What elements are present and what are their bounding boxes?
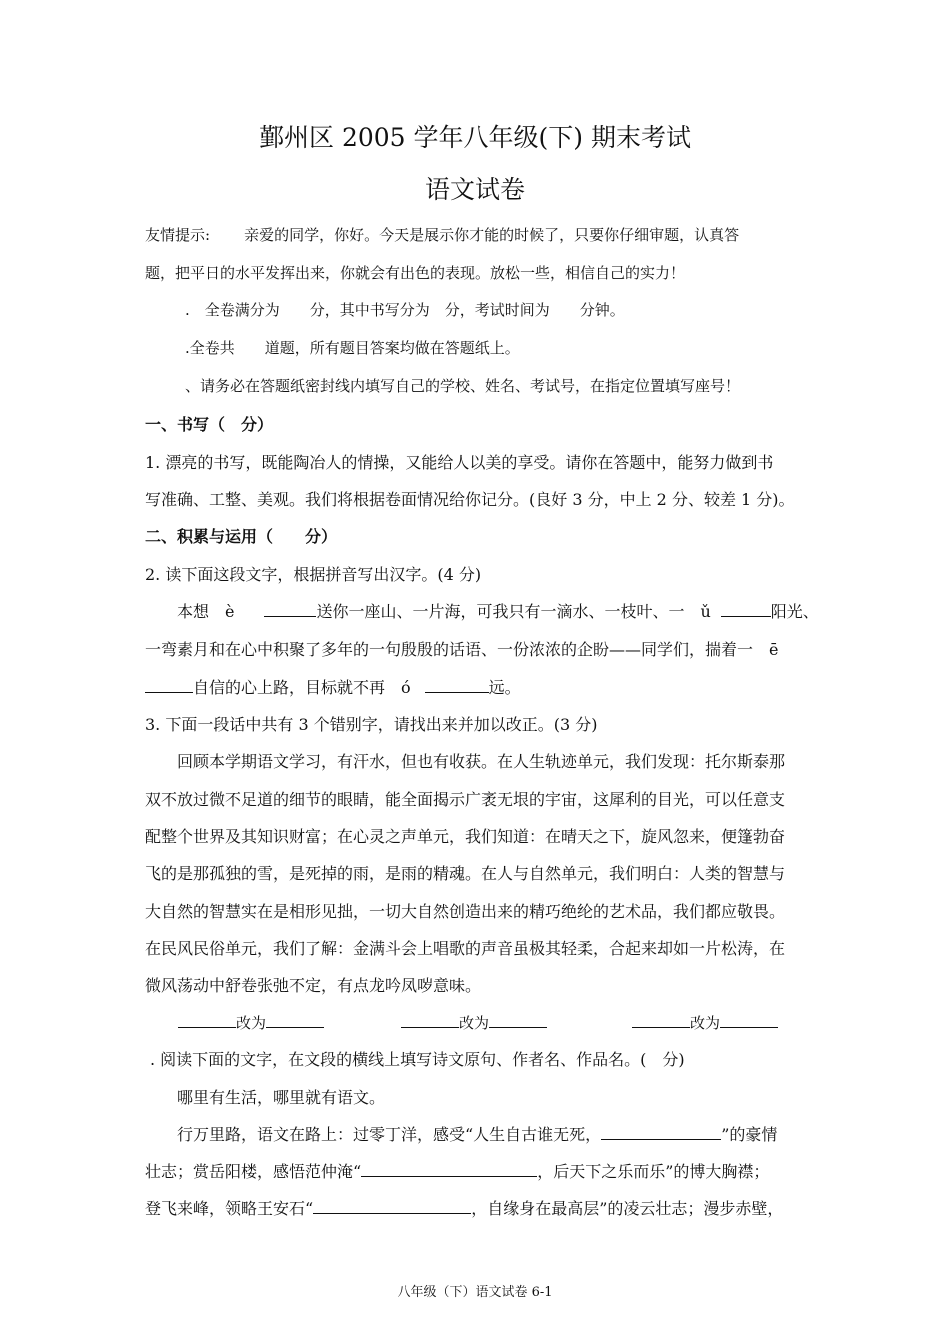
q3-passage-line: 微风荡动中舒卷张弛不定，有点龙吟凤哕意味。 <box>145 976 482 995</box>
answer-blank[interactable] <box>601 1123 721 1140</box>
q2-passage-line-2: 一弯素月和在心中积聚了多年的一句殷殷的话语、一份浓浓的企盼——同学们，揣着一 ē <box>145 640 779 659</box>
wrong-char-blank[interactable] <box>401 1011 459 1028</box>
answer-blank[interactable] <box>145 676 193 693</box>
answer-blank[interactable] <box>361 1160 537 1177</box>
q4-text-b: ”的豪情 <box>721 1125 778 1144</box>
correction-label: 改为 <box>236 1014 267 1032</box>
answer-blank[interactable] <box>264 600 316 617</box>
right-char-blank[interactable] <box>489 1011 547 1028</box>
q1-line-1: 1. 漂亮的书写，既能陶冶人的情操，又能给人以美的享受。请你在答题中，能努力做到书 <box>145 453 774 472</box>
tips-label: 友情提示: <box>145 226 211 244</box>
q2-text-c: 阳光、 <box>770 602 819 621</box>
tips-line-2: 题，把平日的水平发挥出来，你就会有出色的表现。放松一些，相信自己的实力！ <box>145 264 686 282</box>
tips-line-1 <box>145 224 810 245</box>
page-footer: 八年级（下）语文试卷 6-1 <box>397 1285 553 1300</box>
q2-passage-line-1 <box>145 599 819 622</box>
correction-label: 改为 <box>690 1014 721 1032</box>
q4-line-2 <box>145 1159 810 1182</box>
q3-passage-line: 大自然的智慧实在是相形见拙，一切大自然创造出来的精巧绝纶的艺术品，我们都应敬畏。 <box>145 902 786 921</box>
tips-text-1: 亲爱的同学，你好。今天是展示你才能的时候了，只要你仔细审题，认真答 <box>244 226 740 244</box>
q2-text-b: 送你一座山、一片海，可我只有一滴水、一枝叶、一 ǔ <box>316 602 711 621</box>
q4-prompt: . 阅读下面的文字，在文段的横线上填写诗文原句、作者名、作品名。( 分) <box>150 1050 685 1069</box>
q2-text-d: 自信的心上路，目标就不再 ó <box>193 678 411 697</box>
q2-prompt: 2. 读下面这段文字，根据拼音写出汉字。(4 分) <box>145 565 482 584</box>
answer-blank[interactable] <box>313 1197 471 1214</box>
tips-item-3: 、请务必在答题纸密封线内填写自己的学校、姓名、考试号，在指定位置填写座号！ <box>185 377 741 395</box>
answer-blank[interactable] <box>721 600 771 617</box>
q3-passage-line: 回顾本学期语文学习，有汗水，但也有收获。在人生轨迹单元，我们发现：托尔斯泰那 <box>177 752 786 771</box>
q3-passage-line: 配整个世界及其知识财富；在心灵之声单元，我们知道：在晴天之下，旋风忽来，便篷勃奋 <box>145 827 786 846</box>
q1-line-2: 写准确、工整、美观。我们将根据卷面情况给你记分。(良好 3 分，中上 2 分、较差 1 分)。 <box>145 490 795 509</box>
section1-heading: 一、书写（ 分） <box>145 415 274 434</box>
correction-3 <box>632 1011 812 1033</box>
q3-passage-line: 在民风民俗单元，我们了解：金满斗会上唱歌的声音虽极其轻柔，合起来却如一片松涛，在 <box>145 939 786 958</box>
q2-text-e: 远。 <box>488 678 521 697</box>
wrong-char-blank[interactable] <box>632 1011 690 1028</box>
right-char-blank[interactable] <box>720 1011 778 1028</box>
tips-item-1: . 全卷满分为 分，其中书写分为 分，考试时间为 分钟。 <box>185 301 625 319</box>
q4-intro: 哪里有生活，哪里就有语文。 <box>177 1088 386 1107</box>
q2-passage-line-3 <box>145 675 810 698</box>
q4-line-1 <box>145 1122 810 1145</box>
q3-prompt: 3. 下面一段话中共有 3 个错别字，请找出来并加以改正。(3 分) <box>145 715 598 734</box>
exam-title: 鄞州区 2005 学年八年级(下) 期末考试 <box>259 123 691 152</box>
q3-passage-line: 飞的是那孤独的雪，是死掉的雨，是雨的精魂。在人与自然单元，我们明白：人类的智慧与 <box>145 864 786 883</box>
q4-text-f: ，自缘身在最高层”的凌云壮志；漫步赤壁， <box>471 1199 784 1218</box>
q4-text-d: ，后天下之乐而乐”的博大胸襟； <box>537 1162 770 1181</box>
q4-line-3 <box>145 1196 810 1219</box>
q4-text-a: 行万里路，语文在路上：过零丁洋，感受“人生自古谁无死， <box>177 1125 602 1144</box>
q3-passage-line: 双不放过微不足道的细节的眼睛，能全面揭示广袤无垠的宇宙，这犀利的目光，可以任意支 <box>145 790 786 809</box>
answer-blank[interactable] <box>425 676 489 693</box>
exam-subtitle: 语文试卷 <box>424 175 525 204</box>
q4-text-c: 壮志；赏岳阳楼，感悟范仲淹“ <box>145 1162 362 1181</box>
correction-label: 改为 <box>459 1014 490 1032</box>
q2-text-a: 本想 è <box>177 602 251 621</box>
right-char-blank[interactable] <box>266 1011 324 1028</box>
wrong-char-blank[interactable] <box>178 1011 236 1028</box>
q4-text-e: 登飞来峰，领略王安石“ <box>145 1199 314 1218</box>
section2-heading: 二、积累与运用（ 分） <box>145 527 338 546</box>
tips-item-2: .全卷共 道题，所有题目答案均做在答题纸上。 <box>185 339 520 357</box>
